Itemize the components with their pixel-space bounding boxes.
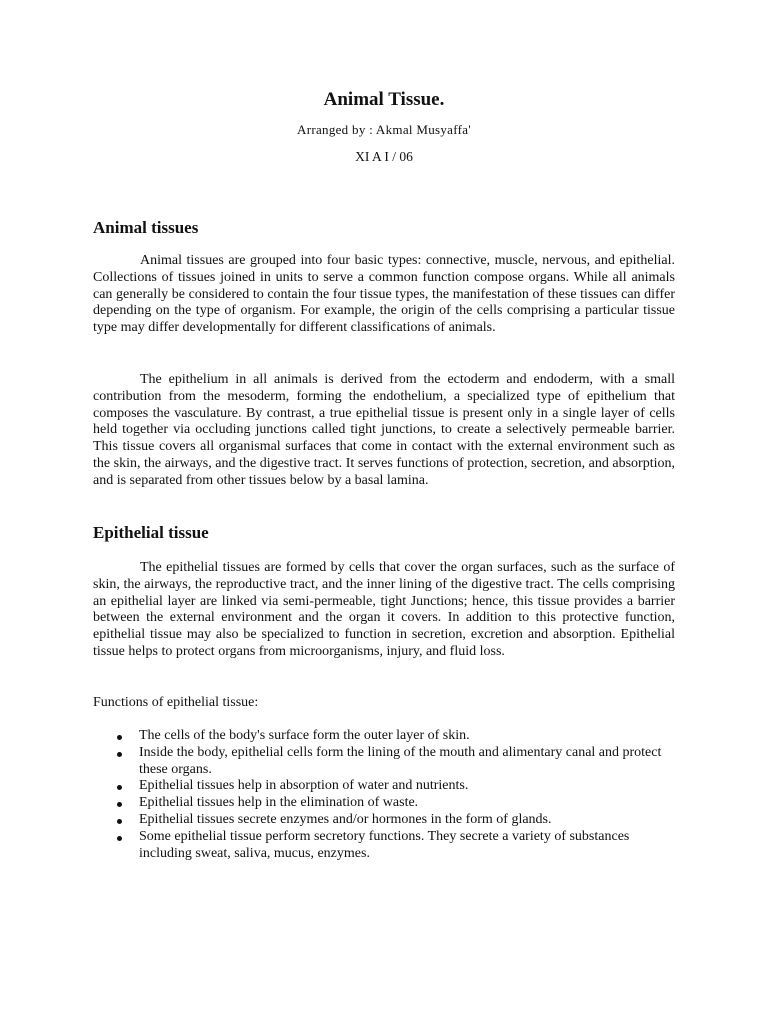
list-item	[93, 829, 675, 863]
bullet-icon	[117, 752, 122, 757]
paragraph-epithelium-origin: The epithelium in all animals is derived from the ectoderm and endoderm, with a small contribution from the mesoderm, forming the endothelium, a specialized type of epithelium that composes the vasculature. By contrast, a true epithelial tissue is present only in a single layer of cells held together via occluding junctions called tight junctions, to create a selectively permeable barrier. This tissue covers all organismal surfaces that come in contact with the external environment such as the skin, the airways, and the digestive tract. It serves functions of protection, secretion, and absorption, and is separated from other tissues below by a basal lamina.	[93, 372, 675, 488]
section-heading-epithelial-tissue: Epithelial tissue	[93, 523, 209, 542]
list-item	[93, 812, 675, 829]
bullet-icon	[117, 735, 122, 740]
list-item-text: Inside the body, epithelial cells form the lining of the mouth and alimentary canal and protect these organs.	[139, 744, 662, 777]
list-item-text: Epithelial tissues help in absorption of water and nutrients.	[139, 778, 469, 794]
bullet-icon	[117, 785, 122, 790]
list-item-text: Some epithelial tissue perform secretory functions. They secrete a variety of substances including sweat, saliva, mucus, enzymes.	[139, 828, 630, 861]
bullet-icon	[117, 802, 122, 807]
list-item	[93, 728, 675, 745]
list-item-text: Epithelial tissues secrete enzymes and/or hormones in the form of glands.	[139, 811, 552, 827]
list-item	[93, 795, 675, 812]
functions-list	[93, 728, 675, 862]
section-heading-animal-tissues: Animal tissues	[93, 218, 199, 237]
bullet-icon	[117, 819, 122, 824]
document-title: Animal Tissue.	[323, 89, 445, 110]
functions-label: Functions of epithelial tissue:	[93, 695, 259, 710]
list-item	[93, 778, 675, 795]
paragraph-epithelial-tissue: The epithelial tissues are formed by cells that cover the organ surfaces, such as the surface of skin, the airways, the reproductive tract, and the inner lining of the digestive tract. The cells comprising an epithelial layer are linked via semi-permeable, tight Junctions; hence, this tissue provides a barrier between the external environment and the organ it covers. In addition to this protective function, epithelial tissue may also be specialized to function in secretion, excretion and absorption. Epithelial tissue helps to protect organs from microorganisms, injury, and fluid loss.	[93, 560, 675, 659]
bullet-icon	[117, 836, 122, 841]
list-item	[93, 745, 675, 779]
list-item-text: Epithelial tissues help in the elimination of waste.	[139, 795, 419, 811]
document-class-info: XI A I / 06	[355, 149, 413, 164]
list-item-text: The cells of the body's surface form the outer layer of skin.	[139, 728, 470, 743]
document-author: Arranged by : Akmal Musyaffa'	[297, 122, 471, 137]
paragraph-animal-tissues-intro: Animal tissues are grouped into four basic types: connective, muscle, nervous, and epithelial. Collections of tissues joined in units to serve a common function compose organs. While all animals can generally be considered to contain the four tissue types, the manifestation of these tissues can differ depending on the type of organism. For example, the origin of the cells comprising a particular tissue type may differ developmentally for different classifications of animals.	[93, 253, 675, 336]
